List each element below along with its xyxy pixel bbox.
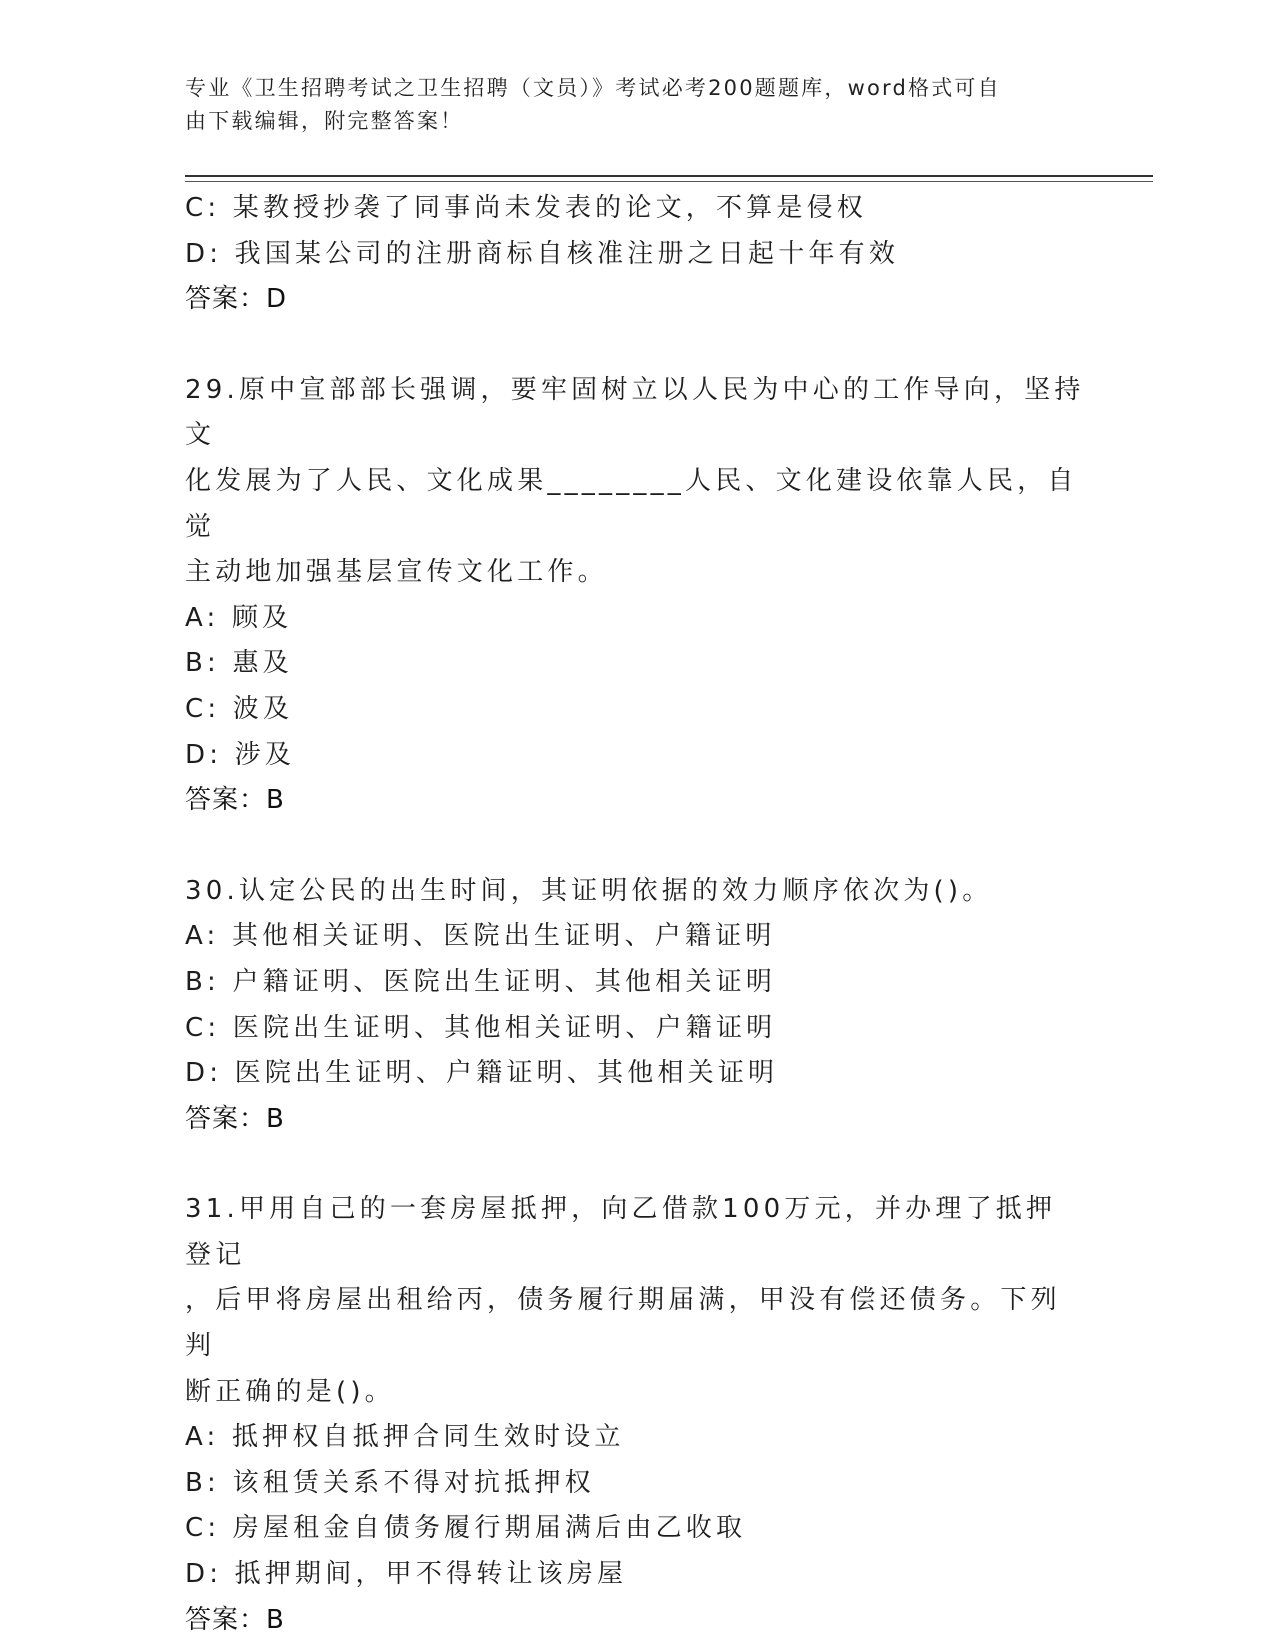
- answer-line: 答案：D: [185, 284, 288, 315]
- question-stem: [185, 869, 1085, 915]
- option-c: C: 某教授抄袭了同事尚未发表的论文，不算是侵权: [185, 193, 867, 223]
- option-c: C: 房屋租金自债务履行期届满后由乙收取: [185, 1513, 747, 1544]
- stem-line: 31.甲用自己的一套房屋抵押，向乙借款100万元，并办理了抵押登记: [185, 1194, 1057, 1270]
- option-b: B: 户籍证明、医院出生证明、其他相关证明: [185, 966, 777, 997]
- option-c: C: 波及: [185, 693, 294, 724]
- option-b: B: 该租赁关系不得对抗抵押权: [185, 1467, 595, 1498]
- option-d: D: 涉及: [185, 739, 296, 770]
- option-a: A: 顾及: [185, 602, 293, 633]
- option-a: A: 抵押权自抵押合同生效时设立: [185, 1422, 625, 1453]
- option-b: B: 惠及: [185, 648, 293, 679]
- option-d: D: 医院出生证明、户籍证明、其他相关证明: [185, 1058, 779, 1089]
- stem-line: ，后甲将房屋出租给丙，债务履行期届满，甲没有偿还债务。下列判: [185, 1285, 1061, 1362]
- question-31: [185, 1187, 1085, 1643]
- answer-line: 答案：B: [185, 785, 285, 816]
- header-rule-thin: [185, 181, 1153, 182]
- header-line-1: 专业《卫生招聘考试之卫生招聘（文员）》考试必考200题题库，word格式可自: [185, 76, 1001, 100]
- answer-line: 答案：B: [185, 1103, 285, 1134]
- option-a: A: 其他相关证明、医院出生证明、户籍证明: [185, 921, 776, 952]
- option-d: D: 我国某公司的注册商标自核准注册之日起十年有效: [185, 238, 900, 269]
- stem-line: 30.认定公民的出生时间，其证明依据的效力顺序依次为()。: [185, 875, 993, 906]
- option-c: C: 医院出生证明、其他相关证明、户籍证明: [185, 1012, 777, 1043]
- question-stem: [185, 368, 1085, 596]
- option-d: D: 抵押期间，甲不得转让该房屋: [185, 1559, 628, 1590]
- stem-line: 化发展为了人民、文化成果________人民、文化建设依靠人民，自觉: [185, 465, 1078, 542]
- header-line-2: 由下载编辑，附完整答案！: [185, 109, 464, 133]
- stem-line: 主动地加强基层宣传文化工作。: [185, 557, 608, 588]
- question-29: [185, 368, 1085, 824]
- page-header: [185, 72, 1065, 138]
- stem-line: 29.原中宣部部长强调，要牢固树立以人民为中心的工作导向，坚持文: [185, 374, 1085, 451]
- question-stem: [185, 1187, 1085, 1415]
- stem-line: 断正确的是()。: [185, 1376, 395, 1407]
- question-30: [185, 869, 1085, 1143]
- previous-question-tail: [185, 186, 1085, 323]
- header-rule-thick: [185, 175, 1153, 177]
- document-body: [185, 186, 1085, 1643]
- answer-line: 答案：B: [185, 1604, 285, 1635]
